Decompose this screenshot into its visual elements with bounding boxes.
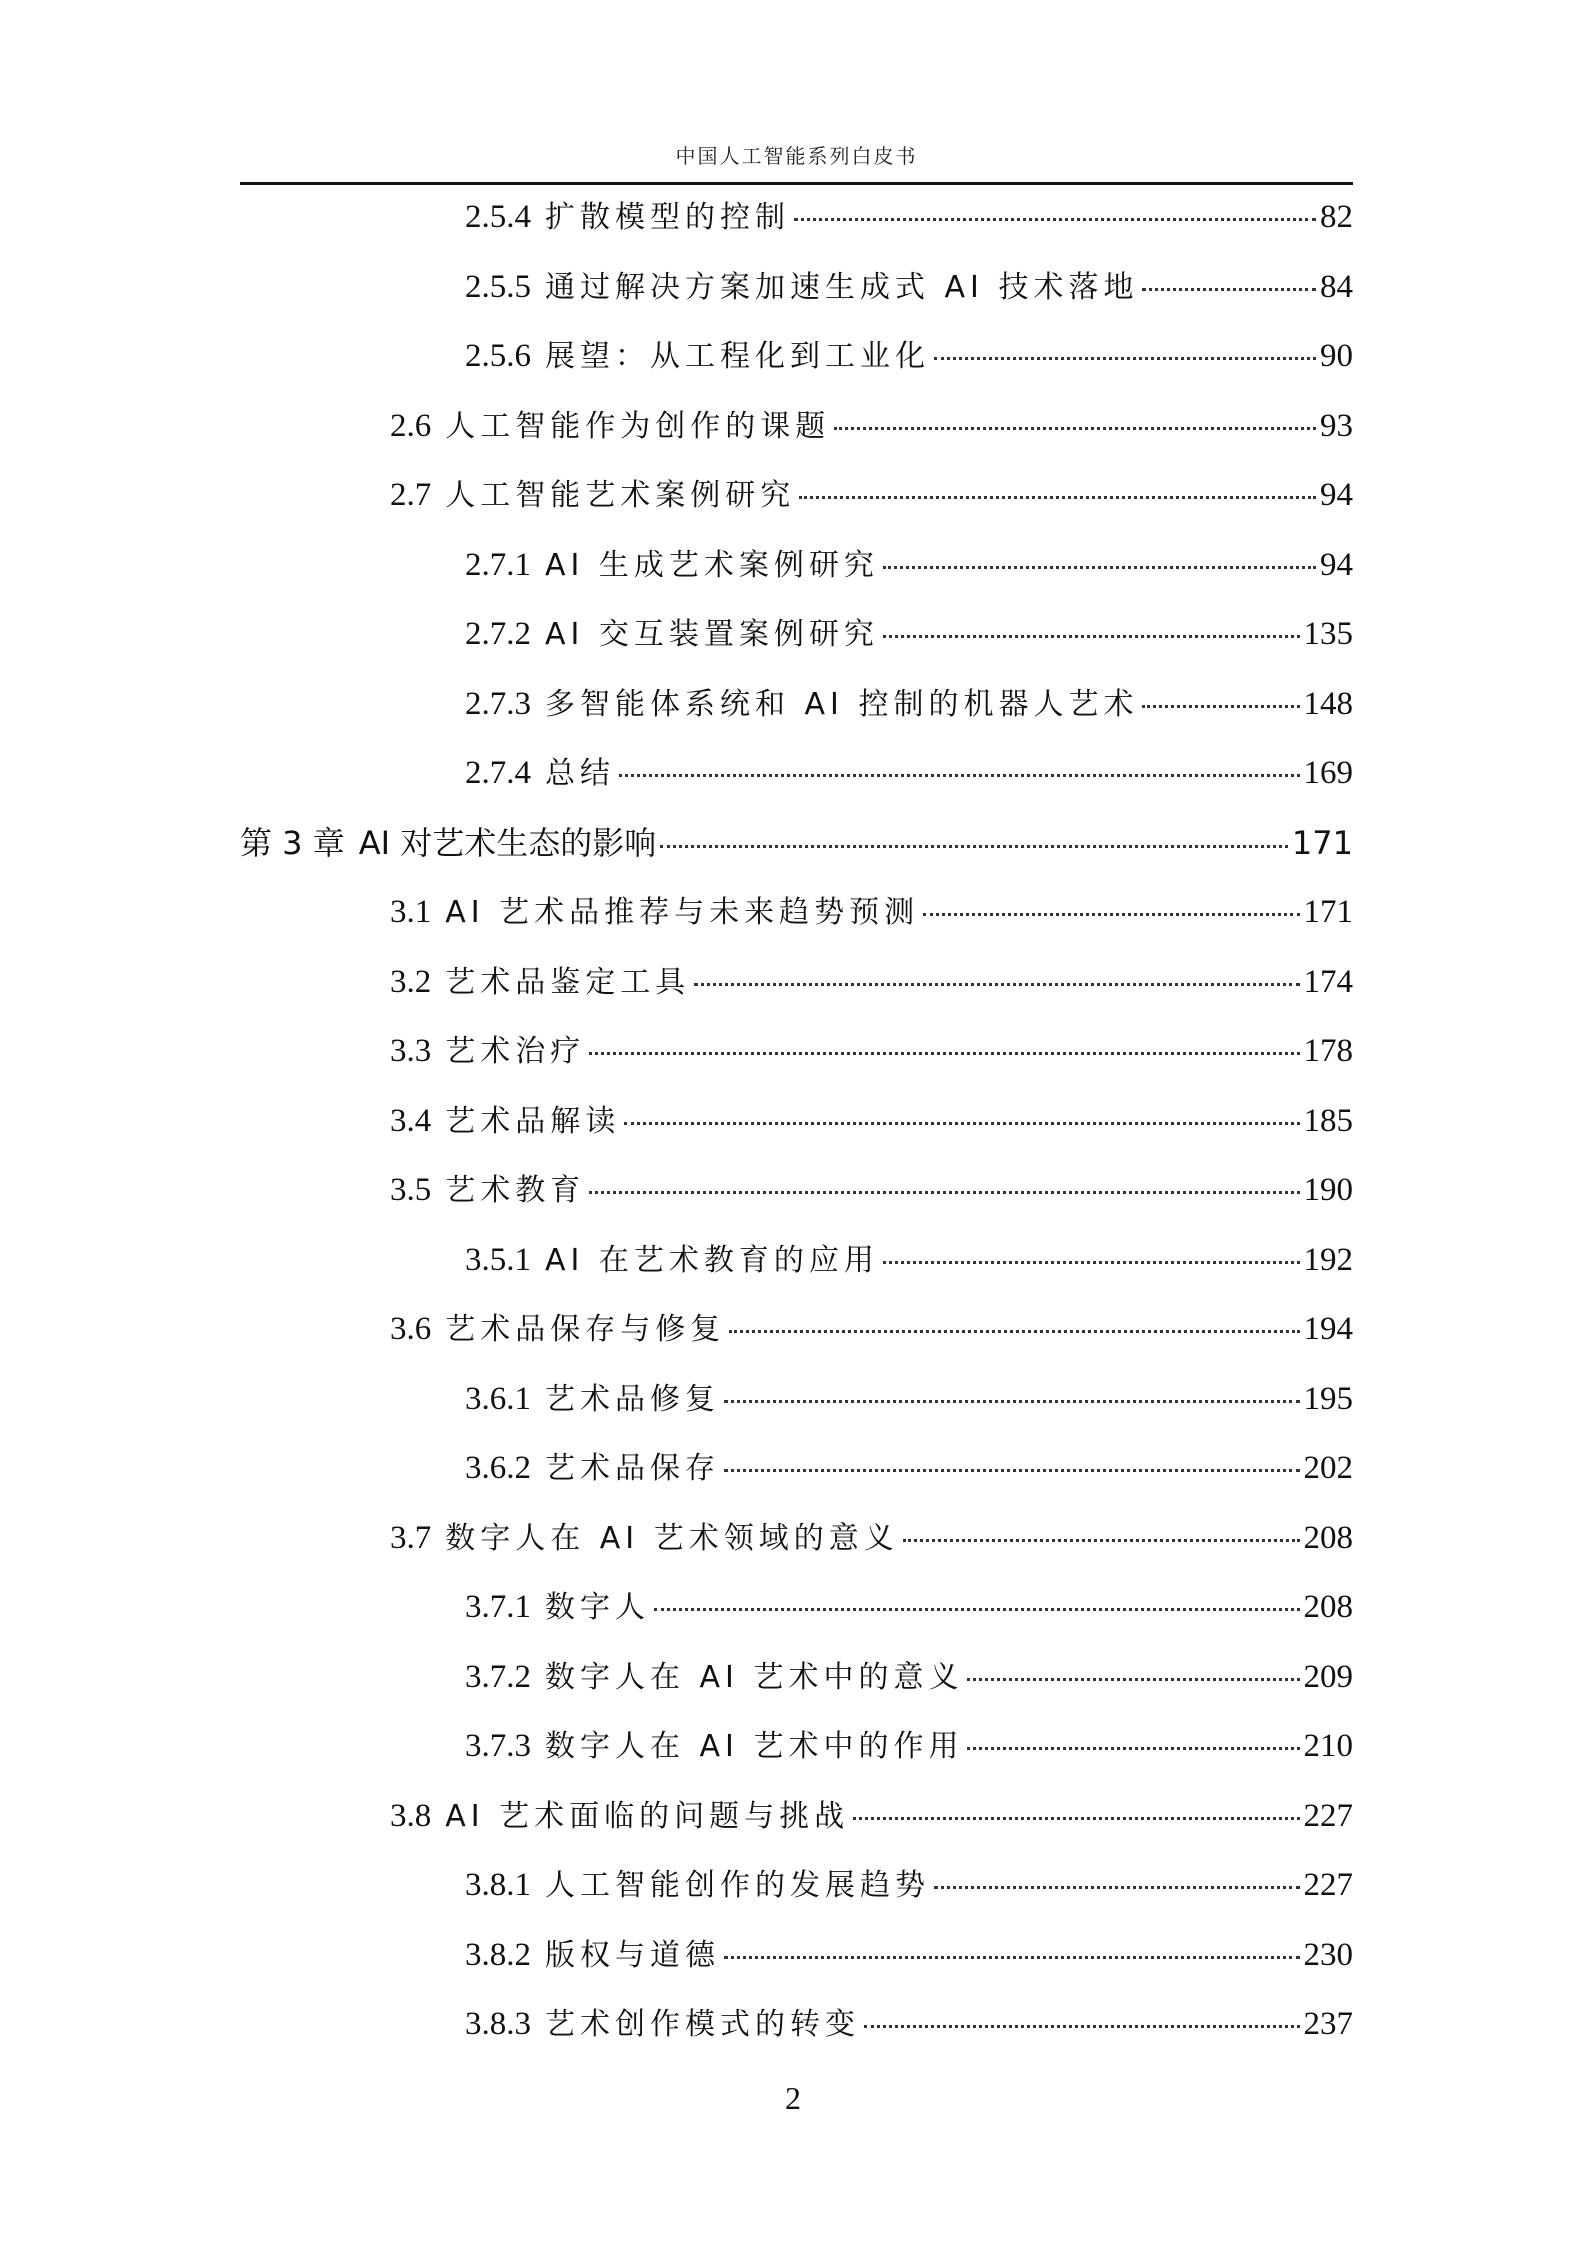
toc-entry-3-6[interactable]: [390, 1307, 1353, 1351]
toc-entry-title: 艺术品保存与修复: [445, 1312, 726, 1347]
toc-entry-page: 227: [1303, 1867, 1353, 1903]
toc-entry-number: 2.7.3: [465, 686, 531, 722]
toc-entry-page: 202: [1303, 1450, 1353, 1486]
dot-leader: [923, 913, 1299, 916]
toc-entry-3-8[interactable]: [390, 1794, 1353, 1838]
toc-entry-page: 194: [1303, 1311, 1353, 1347]
dot-leader: [967, 1747, 1299, 1750]
dot-leader: [834, 427, 1316, 430]
toc-entry-title: 艺术品修复: [545, 1382, 720, 1417]
dot-leader: [934, 1886, 1300, 1889]
dot-leader: [1142, 288, 1316, 291]
toc-entry-title: 多智能体系统和 AI 控制的机器人艺术: [545, 687, 1139, 722]
toc-entry-page: 192: [1303, 1242, 1353, 1278]
toc-entry-page: 230: [1303, 1937, 1353, 1973]
toc-entry-page: 84: [1320, 269, 1353, 305]
toc-entry-2-7-1[interactable]: [465, 543, 1353, 587]
toc-entry-page: 209: [1303, 1659, 1353, 1695]
running-header: 中国人工智能系列白皮书: [675, 144, 918, 168]
toc-entry-page: 93: [1320, 408, 1353, 444]
toc-entry-number: 3.4: [390, 1103, 432, 1139]
toc-entry-title: AI 艺术面临的问题与挑战: [445, 1799, 850, 1834]
toc-entry-number: 3.5.1: [465, 1242, 531, 1278]
dot-leader: [619, 774, 1300, 777]
dot-leader: [1142, 705, 1299, 708]
toc-entry-title: 通过解决方案加速生成式 AI 技术落地: [545, 270, 1139, 305]
dot-leader: [883, 635, 1300, 638]
toc-entry-number: 3.1: [390, 894, 432, 930]
header-divider: [240, 182, 1353, 185]
toc-entry-page: 237: [1303, 2006, 1353, 2042]
dot-leader: [724, 1469, 1300, 1472]
toc-entry-2-7-2[interactable]: [465, 612, 1353, 656]
dot-leader: [589, 1052, 1299, 1055]
toc-entry-2-7-3[interactable]: [465, 682, 1353, 726]
toc-entry-page: 171: [1291, 824, 1353, 862]
toc-entry-number: 2.7.4: [465, 755, 531, 791]
toc-entry-3-6-1[interactable]: [465, 1377, 1353, 1421]
toc-entry-2-5-5[interactable]: [465, 265, 1353, 309]
dot-leader: [694, 983, 1299, 986]
toc-entry-title: AI 交互装置案例研究: [545, 617, 879, 652]
toc-entry-page: 171: [1303, 894, 1353, 930]
toc-entry-page: 94: [1320, 547, 1353, 583]
toc-entry-number: 3.7.1: [465, 1589, 531, 1625]
toc-entry-title: 数字人: [545, 1590, 650, 1625]
toc-entry-title: 数字人在 AI 艺术中的意义: [545, 1660, 964, 1695]
dot-leader: [903, 1539, 1300, 1542]
toc-entry-page: 210: [1303, 1728, 1353, 1764]
toc-entry-number: 3.8.1: [465, 1867, 531, 1903]
toc-entry-title: 艺术创作模式的转变: [545, 2007, 860, 2042]
toc-entry-number: 2.6: [390, 408, 432, 444]
toc-entry-number: 2.5.4: [465, 199, 531, 235]
toc-entry-page: 82: [1320, 199, 1353, 235]
toc-entry-title: 人工智能创作的发展趋势: [545, 1868, 930, 1903]
toc-entry-title: 数字人在 AI 艺术中的作用: [545, 1729, 964, 1764]
toc-entry-number: 2.5.6: [465, 338, 531, 374]
toc-entry-page: 174: [1303, 964, 1353, 1000]
toc-entry-3-7-2[interactable]: [465, 1655, 1353, 1699]
toc-entry-3-5[interactable]: [390, 1168, 1353, 1212]
dot-leader: [799, 496, 1316, 499]
toc-entry-page: 190: [1303, 1172, 1353, 1208]
toc-entry-number: 2.7.2: [465, 616, 531, 652]
toc-entry-page: 185: [1303, 1103, 1353, 1139]
toc-entry-title: 展望：从工程化到工业化: [545, 339, 930, 374]
dot-leader: [794, 218, 1316, 221]
dot-leader: [883, 1261, 1300, 1264]
dot-leader: [729, 1330, 1299, 1333]
toc-entry-page: 227: [1303, 1798, 1353, 1834]
toc-entry-3-8-2[interactable]: [465, 1933, 1353, 1977]
toc-entry-title: 扩散模型的控制: [545, 200, 790, 235]
toc-entry-page: 208: [1303, 1520, 1353, 1556]
toc-entry-title: 艺术教育: [445, 1173, 586, 1208]
toc-entry-3-8-1[interactable]: [465, 1863, 1353, 1907]
toc-entry-title: AI 对艺术生态的影响: [358, 824, 657, 862]
toc-entry-number: 3.7.3: [465, 1728, 531, 1764]
dot-leader: [660, 845, 1288, 848]
toc-entry-title: AI 在艺术教育的应用: [545, 1243, 879, 1278]
toc-entry-title: 人工智能艺术案例研究: [445, 478, 796, 513]
toc-entry-number: 2.7: [390, 477, 432, 513]
toc-entry-2-7-4[interactable]: [465, 751, 1353, 795]
toc-entry-title: AI 艺术品推荐与未来趋势预测: [445, 895, 920, 930]
toc-entry-number: 3.8.3: [465, 2006, 531, 2042]
toc-entry-title: AI 生成艺术案例研究: [545, 548, 879, 583]
toc-entry-page: 169: [1303, 755, 1353, 791]
toc-entry-number: 第 3 章: [240, 824, 345, 862]
toc-entry-page: 148: [1303, 686, 1353, 722]
toc-entry-title: 艺术品鉴定工具: [445, 965, 691, 1000]
toc-entry-3-2[interactable]: [390, 960, 1353, 1004]
toc-entry-chapter-3[interactable]: [240, 821, 1353, 865]
toc-entry-title: 艺术治疗: [445, 1034, 586, 1069]
toc-entry-3-5-1[interactable]: [465, 1238, 1353, 1282]
dot-leader: [934, 357, 1316, 360]
toc-entry-3-6-2[interactable]: [465, 1446, 1353, 1490]
toc-entry-title: 人工智能作为创作的课题: [445, 409, 831, 444]
toc-entry-page: 90: [1320, 338, 1353, 374]
toc-entry-title: 版权与道德: [545, 1938, 720, 1973]
toc-entry-2-6[interactable]: [390, 404, 1353, 448]
toc-entry-3-3[interactable]: [390, 1029, 1353, 1073]
toc-entry-number: 3.6: [390, 1311, 432, 1347]
toc-entry-number: 3.6.1: [465, 1381, 531, 1417]
dot-leader: [589, 1191, 1299, 1194]
dot-leader: [624, 1122, 1299, 1125]
toc-entry-number: 3.5: [390, 1172, 432, 1208]
toc-entry-2-5-6[interactable]: [465, 334, 1353, 378]
toc-entry-number: 3.3: [390, 1033, 432, 1069]
dot-leader: [724, 1400, 1300, 1403]
toc-entry-title: 总结: [545, 756, 615, 791]
toc-entry-number: 3.7: [390, 1520, 432, 1556]
toc-entry-2-5-4[interactable]: [465, 195, 1353, 239]
dot-leader: [724, 1956, 1300, 1959]
toc-entry-page: 195: [1303, 1381, 1353, 1417]
toc-entry-3-7-1[interactable]: [465, 1585, 1353, 1629]
toc-entry-number: 2.7.1: [465, 547, 531, 583]
toc-entry-3-7-3[interactable]: [465, 1724, 1353, 1768]
dot-leader: [654, 1608, 1300, 1611]
dot-leader: [853, 1817, 1299, 1820]
toc-entry-3-8-3[interactable]: [465, 2002, 1353, 2046]
toc-entry-title: 艺术品解读: [445, 1104, 621, 1139]
toc-entry-page: 178: [1303, 1033, 1353, 1069]
toc-entry-3-7[interactable]: [390, 1516, 1353, 1560]
toc-entry-title: 数字人在 AI 艺术领域的意义: [445, 1521, 899, 1556]
dot-leader: [967, 1678, 1299, 1681]
toc-entry-number: 3.6.2: [465, 1450, 531, 1486]
toc-entry-3-4[interactable]: [390, 1099, 1353, 1143]
page-number: 2: [785, 2080, 801, 2116]
toc-entry-number: 2.5.5: [465, 269, 531, 305]
toc-entry-number: 3.2: [390, 964, 432, 1000]
toc-entry-page: 94: [1320, 477, 1353, 513]
toc-entry-2-7[interactable]: [390, 473, 1353, 517]
toc-entry-page: 135: [1303, 616, 1353, 652]
toc-entry-number: 3.8.2: [465, 1937, 531, 1973]
toc-entry-page: 208: [1303, 1589, 1353, 1625]
dot-leader: [864, 2025, 1300, 2028]
toc-entry-number: 3.7.2: [465, 1659, 531, 1695]
toc-entry-number: 3.8: [390, 1798, 432, 1834]
toc-entry-title: 艺术品保存: [545, 1451, 720, 1486]
dot-leader: [883, 566, 1316, 569]
toc-entry-3-1[interactable]: [390, 890, 1353, 934]
